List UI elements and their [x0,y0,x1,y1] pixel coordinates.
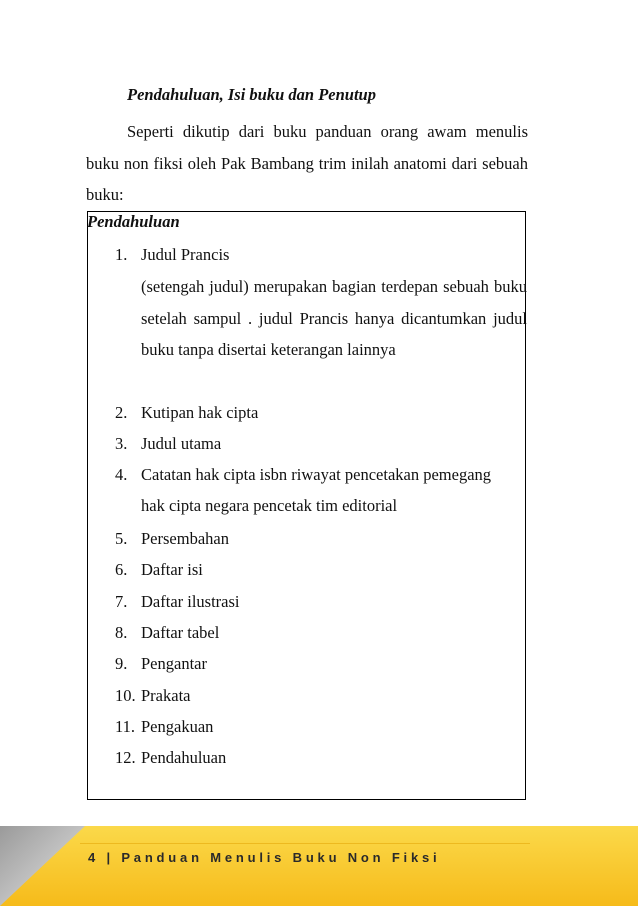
item-label: Persembahan [141,529,229,548]
item-number: 7. [115,592,128,611]
item-label: Kutipan hak cipta [141,403,259,422]
list-item [115,465,491,485]
item-number: 3. [115,434,128,453]
item-number: 12. [115,748,136,767]
item-continuation: hak cipta negara pencetak tim editorial [141,496,398,515]
footer [88,850,440,865]
item-label: Judul utama [141,434,222,453]
footer-separator: | [106,850,114,865]
footer-band [0,826,638,906]
item-label: Pengakuan [141,717,214,736]
book-title: Panduan Menulis Buku Non Fiksi [121,850,441,865]
box-title: Pendahuluan [87,212,180,231]
list-item [115,403,258,423]
item-description: (setengah judul) merupakan bagian terdepan sebuah buku setelah sampul . judul Prancis hanya dicantumkan judul buku tanpa disertai keterangan lainnya [141,277,527,359]
item-label: Daftar ilustrasi [141,592,240,611]
item-number: 11. [115,717,136,736]
list-item [115,654,207,674]
item-number: 2. [115,403,128,422]
item-number: 4. [115,465,128,484]
item-label: Catatan hak cipta isbn riwayat pencetakan pemegang [141,465,492,484]
item-label: Daftar tabel [141,623,220,642]
list-item [115,245,229,265]
list-item [115,686,190,706]
page-number: 4 [88,850,100,865]
item-label: Judul Prancis [141,245,230,264]
item-label: Daftar isi [141,560,203,579]
section-heading: Pendahuluan, Isi buku dan Penutup [127,85,376,104]
list-item [115,748,226,768]
list-item [115,592,240,612]
item-number: 1. [115,245,128,264]
list-item [115,560,203,580]
item-number: 8. [115,623,128,642]
item-label: Pengantar [141,654,207,673]
list-item [115,717,213,737]
item-number: 9. [115,654,128,673]
item-label: Pendahuluan [141,748,227,767]
item-label: Prakata [141,686,191,705]
list-item [115,529,229,549]
item-number: 10. [115,686,136,705]
item-number: 5. [115,529,128,548]
item-number: 6. [115,560,128,579]
intro-paragraph: Seperti dikutip dari buku panduan orang awam menulis buku non fiksi oleh Pak Bambang trim inilah anatomi dari sebuah buku: [86,122,528,204]
list-item [115,434,221,454]
footer-divider [80,843,530,844]
list-item [115,623,219,643]
